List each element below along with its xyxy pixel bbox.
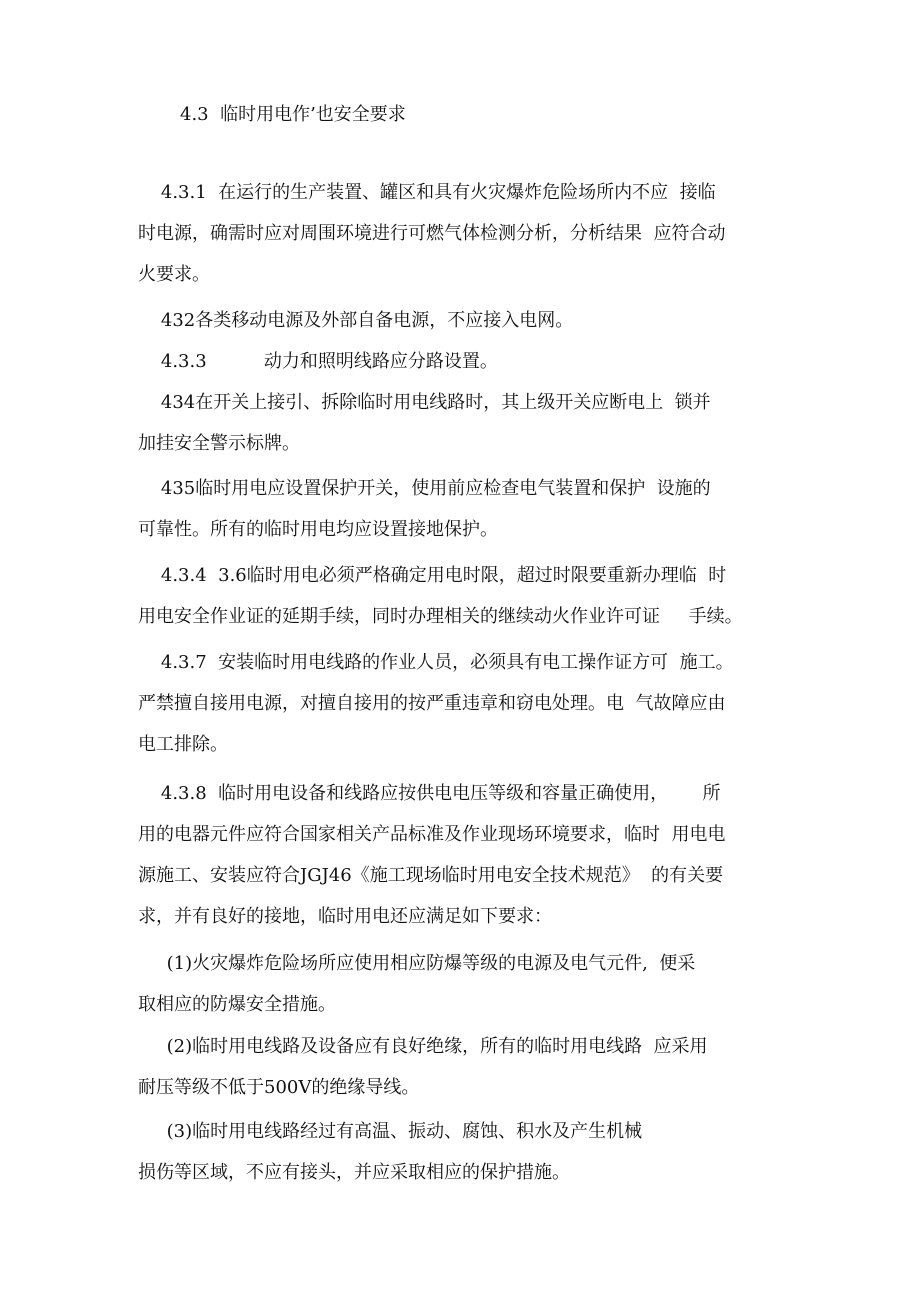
paragraph-line: 用电安全作业证的延期手续，同时办理相关的继续动火作业许可证 手续。 xyxy=(138,606,743,627)
paragraph-line: 取相应的防爆安全措施。 xyxy=(138,994,336,1015)
paragraph-line: 4.3.3 动力和照明线路应分路设置。 xyxy=(138,351,498,372)
paragraph-4-3-5 xyxy=(138,468,788,550)
paragraph-line: 火要求。 xyxy=(138,264,210,285)
paragraph-line: 耐压等级不低于500V的绝缘导线。 xyxy=(138,1077,420,1098)
paragraph-line: 严禁擅自接用电源，对擅自接用的按严重违章和窃电处理。电 气故障应由 xyxy=(138,693,726,714)
paragraph-4-3-7 xyxy=(138,642,788,765)
paragraph-line: 时电源，确需时应对周围环境进行可燃气体检测分析，分析结果 应符合动 xyxy=(138,223,726,244)
paragraph-line: 电工排除。 xyxy=(138,734,228,755)
paragraph-line: 4.3.4 3.6临时用电必须严格确定用电时限，超过时限要重新办理临 时 xyxy=(138,565,727,586)
paragraph-line: 加挂安全警示标牌。 xyxy=(138,433,300,454)
paragraph-line: 用的电器元件应符合国家相关产品标准及作业现场环境要求，临时 用电电 xyxy=(138,824,726,845)
list-item-1 xyxy=(138,943,788,1025)
paragraph-line: 435临时用电应设置保护开关，使用前应检查电气装置和保护 设施的 xyxy=(138,478,711,499)
list-item-2 xyxy=(138,1026,788,1108)
list-item-3 xyxy=(138,1111,788,1193)
paragraph-line: 损伤等区域，不应有接头，并应采取相应的保护措施。 xyxy=(138,1162,570,1183)
paragraph-4-3-8 xyxy=(138,773,788,937)
paragraph-4-3-2 xyxy=(138,300,788,341)
paragraph-line: 4.3.8 临时用电设备和线路应按供电电压等级和容量正确使用， 所 xyxy=(138,783,721,804)
paragraph-4-3-4b xyxy=(138,555,788,637)
paragraph-line: 432各类移动电源及外部自备电源，不应接入电网。 xyxy=(138,310,574,331)
paragraph-4-3-3 xyxy=(138,341,788,382)
paragraph-line: (1)火灾爆炸危险场所应使用相应防爆等级的电源及电气元件, 便采 xyxy=(138,953,696,974)
paragraph-line: 可靠性。所有的临时用电均应设置接地保护。 xyxy=(138,519,498,540)
paragraph-4-3-1 xyxy=(138,172,788,295)
paragraph-line: 求，并有良好的接地，临时用电还应满足如下要求： xyxy=(138,906,552,927)
paragraph-line: (3)临时用电线路经过有高温、振动、腐蚀、积水及产生机械 xyxy=(138,1121,643,1142)
paragraph-4-3-4a xyxy=(138,382,788,464)
paragraph-line: 4.3.7 安装临时用电线路的作业人员，必须具有电工操作证方可 施工。 xyxy=(138,652,734,673)
paragraph-line: (2)临时用电线路及设备应有良好绝缘，所有的临时用电线路 应采用 xyxy=(138,1036,708,1057)
paragraph-line: 4.3.1 在运行的生产装置、罐区和具有火灾爆炸危险场所内不应 接临 xyxy=(138,182,716,203)
paragraph-line: 源施工、安装应符合JGJ46《施工现场临时用电安全技术规范》 的有关要 xyxy=(138,865,724,886)
paragraph-line: 434在开关上接引、拆除临时用电线路时，其上级开关应断电上 锁并 xyxy=(138,392,711,413)
section-heading: 4.3 临时用电作’也安全要求 xyxy=(180,104,406,125)
